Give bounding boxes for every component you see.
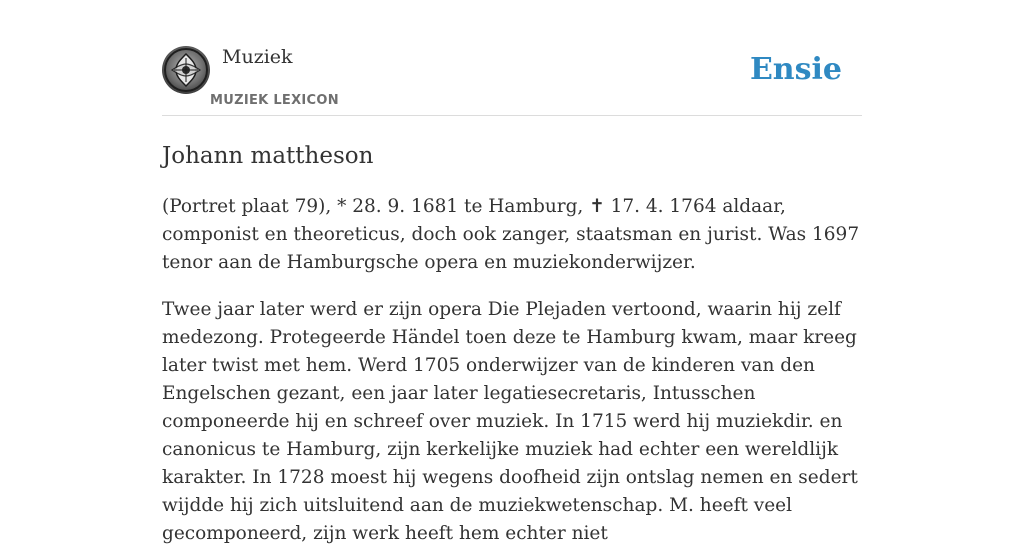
article-paragraph: Twee jaar later werd er zijn opera Die Plejaden vertoond, waarin hij zelf medezong. Protegeerde Händel toen deze te Hamburg kwam, maar kreeg later twist met hem. Werd 1705 onderwijzer van de kinderen van den Engelschen gezant, een jaar later legatiesecretaris, Intusschen componeerde hij en schreef over muziek. In 1715 werd hij muziekdir. en canonicus te Hamburg, zijn kerkelijke muziek had echter een wereldlijk karakter. In 1728 moest hij wegens doofheid zijn ontslag nemen en sedert wijdde hij zich uitsluitend aan de muziekwetenschap. M. heeft veel gecomponeerd, zijn werk heeft hem echter niet: [162, 299, 858, 544]
page: [162, 0, 862, 548]
site-header: [162, 46, 862, 116]
category-avatar[interactable]: [162, 46, 210, 94]
ornament-emblem-icon: [162, 46, 210, 94]
site-subtitle: MUZIEK LEXICON: [210, 93, 339, 108]
article-paragraph: (Portret plaat 79), * 28. 9. 1681 te Hamburg, ✝ 17. 4. 1764 aldaar, componist en theoreticus, doch ook zanger, staatsman en jurist. Was 1697 tenor aan de Hamburgsche opera en muziekonderwijzer.: [162, 196, 860, 273]
site-title[interactable]: Muziek: [222, 46, 293, 68]
article-body: [162, 193, 862, 548]
brand-logo[interactable]: Ensie: [749, 52, 842, 87]
article-title: Johann mattheson: [162, 143, 374, 169]
